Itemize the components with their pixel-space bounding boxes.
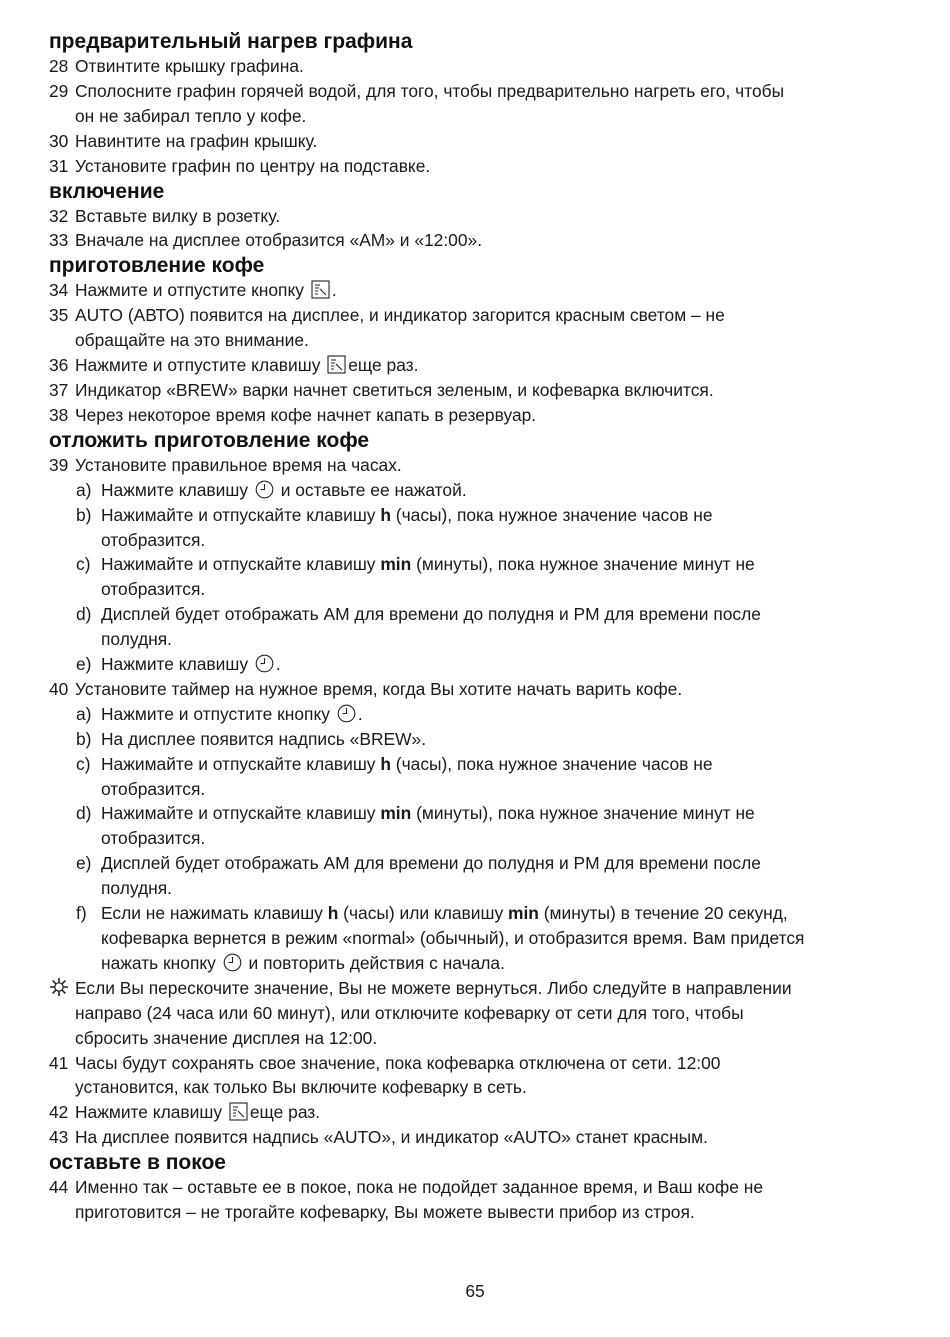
step-32: 32 Вставьте вилку в розетку. [49, 205, 281, 226]
tip-note-cont: направо (24 часа или 60 минут), или отключите кофеварку от сети для того, чтобы [75, 1002, 744, 1023]
step-39-d-cont: полудня. [101, 629, 172, 650]
step-33: 33 Вначале на дисплее отобразится «AM» и «12:00». [49, 230, 483, 251]
step-38: 38 Через некоторое время кофе начнет капать в резервуар. [49, 404, 537, 425]
page-number: 65 [465, 1281, 485, 1301]
step-28: 28 Отвинтите крышку графина. [49, 56, 304, 76]
sun-icon [49, 976, 69, 1001]
step-36: 36 Нажмите и отпустите клавишу еще раз. [49, 355, 419, 376]
tip-note: Если Вы перескочите значение, Вы не можете вернуться. Либо следуйте в направлении [49, 976, 899, 1001]
clock-icon [223, 953, 242, 972]
step-40-d-cont: отобразится. [101, 828, 206, 849]
step-40-f-cont2: нажать кнопку и повторить действия с начала. [101, 952, 505, 973]
section-title-delay-brew: отложить приготовление кофе [49, 428, 370, 452]
clock-icon [255, 654, 274, 673]
clock-icon [337, 704, 356, 723]
step-34: 34 Нажмите и отпустите кнопку . [49, 280, 337, 301]
step-29: 29 Сполосните графин горячей водой, для того, чтобы предварительно нагреть его, чтобы [49, 80, 785, 101]
step-39-b-cont: отобразится. [101, 529, 206, 550]
step-40-e-cont: полудня. [101, 878, 172, 899]
step-40-b: b) На дисплее появится надпись «BREW». [76, 728, 427, 749]
step-40-d: d) Нажимайте и отпускайте клавишу min (минуты), пока нужное значение минут не [76, 803, 755, 824]
manual-page [49, 29, 899, 1225]
step-39-c: c) Нажимайте и отпускайте клавишу min (минуты), пока нужное значение минут не [76, 554, 755, 575]
section-title-power-on: включение [49, 179, 165, 203]
step-44-cont: приготовится – не трогайте кофеварку, Вы можете вывести прибор из строя. [75, 1202, 695, 1223]
section-title-preheat: предварительный нагрев графина [49, 30, 413, 53]
step-37: 37 Индикатор «BREW» варки начнет светиться зеленым, и кофеварка включится. [49, 379, 714, 400]
step-44: 44 Именно так – оставьте ее в покое, пока не подойдет заданное время, и Ваш кофе не [49, 1177, 763, 1198]
section-title-leave-alone: оставьте в покое [49, 1151, 226, 1175]
step-42: 42 Нажмите клавишу еще раз. [49, 1102, 321, 1123]
step-40-c-cont: отобразится. [101, 778, 206, 799]
step-39-d: d) Дисплей будет отображать AM для времени до полудня и PM для времени после [76, 604, 761, 625]
step-40-c: c) Нажимайте и отпускайте клавишу h (часы), пока нужное значение часов не [76, 753, 713, 774]
step-39-e: e) Нажмите клавишу . [76, 654, 281, 675]
step-43: 43 На дисплее появится надпись «AUTO», и индикатор «AUTO» станет красным. [49, 1127, 708, 1148]
step-41: 41 Часы будут сохранять свое значение, пока кофеварка отключена от сети. 12:00 [49, 1052, 721, 1073]
tip-note-cont2: сбросить значение дисплея на 12:00. [75, 1027, 378, 1048]
step-40: 40 Установите таймер на нужное время, когда Вы хотите начать варить кофе. [49, 678, 683, 699]
step-40-e: e) Дисплей будет отображать AM для времени до полудня и PM для времени после [76, 853, 761, 874]
step-40-a: a) Нажмите и отпустите кнопку . [76, 703, 363, 724]
step-40-f-cont: кофеварка вернется в режим «normal» (обычный), и отобразится время. Вам придется [101, 928, 805, 948]
step-30: 30 Навинтите на графин крышку. [49, 130, 318, 151]
step-39-a: a) Нажмите клавишу и оставьте ее нажатой. [76, 479, 467, 500]
step-29-cont: он не забирал тепло у кофе. [75, 105, 307, 126]
step-39-c-cont: отобразится. [101, 579, 206, 600]
auto-button-icon [327, 355, 346, 374]
step-35-cont: обращайте на это внимание. [75, 330, 309, 351]
auto-button-icon [311, 280, 330, 299]
step-41-cont: установится, как только Вы включите кофеварку в сеть. [75, 1077, 527, 1098]
step-31: 31 Установите графин по центру на подставке. [49, 155, 431, 176]
auto-button-icon [229, 1102, 248, 1121]
step-39-b: b) Нажимайте и отпускайте клавишу h (часы), пока нужное значение часов не [76, 504, 713, 525]
step-39: 39 Установите правильное время на часах. [49, 454, 402, 475]
section-title-brewing: приготовление кофе [49, 254, 265, 278]
step-35: 35 AUTO (АВТО) появится на дисплее, и индикатор загорится красным светом – не [49, 305, 725, 326]
step-40-f: f) Если не нажимать клавишу h (часы) или клавишу min (минуты) в течение 20 секунд, [76, 903, 788, 924]
clock-icon [255, 480, 274, 499]
